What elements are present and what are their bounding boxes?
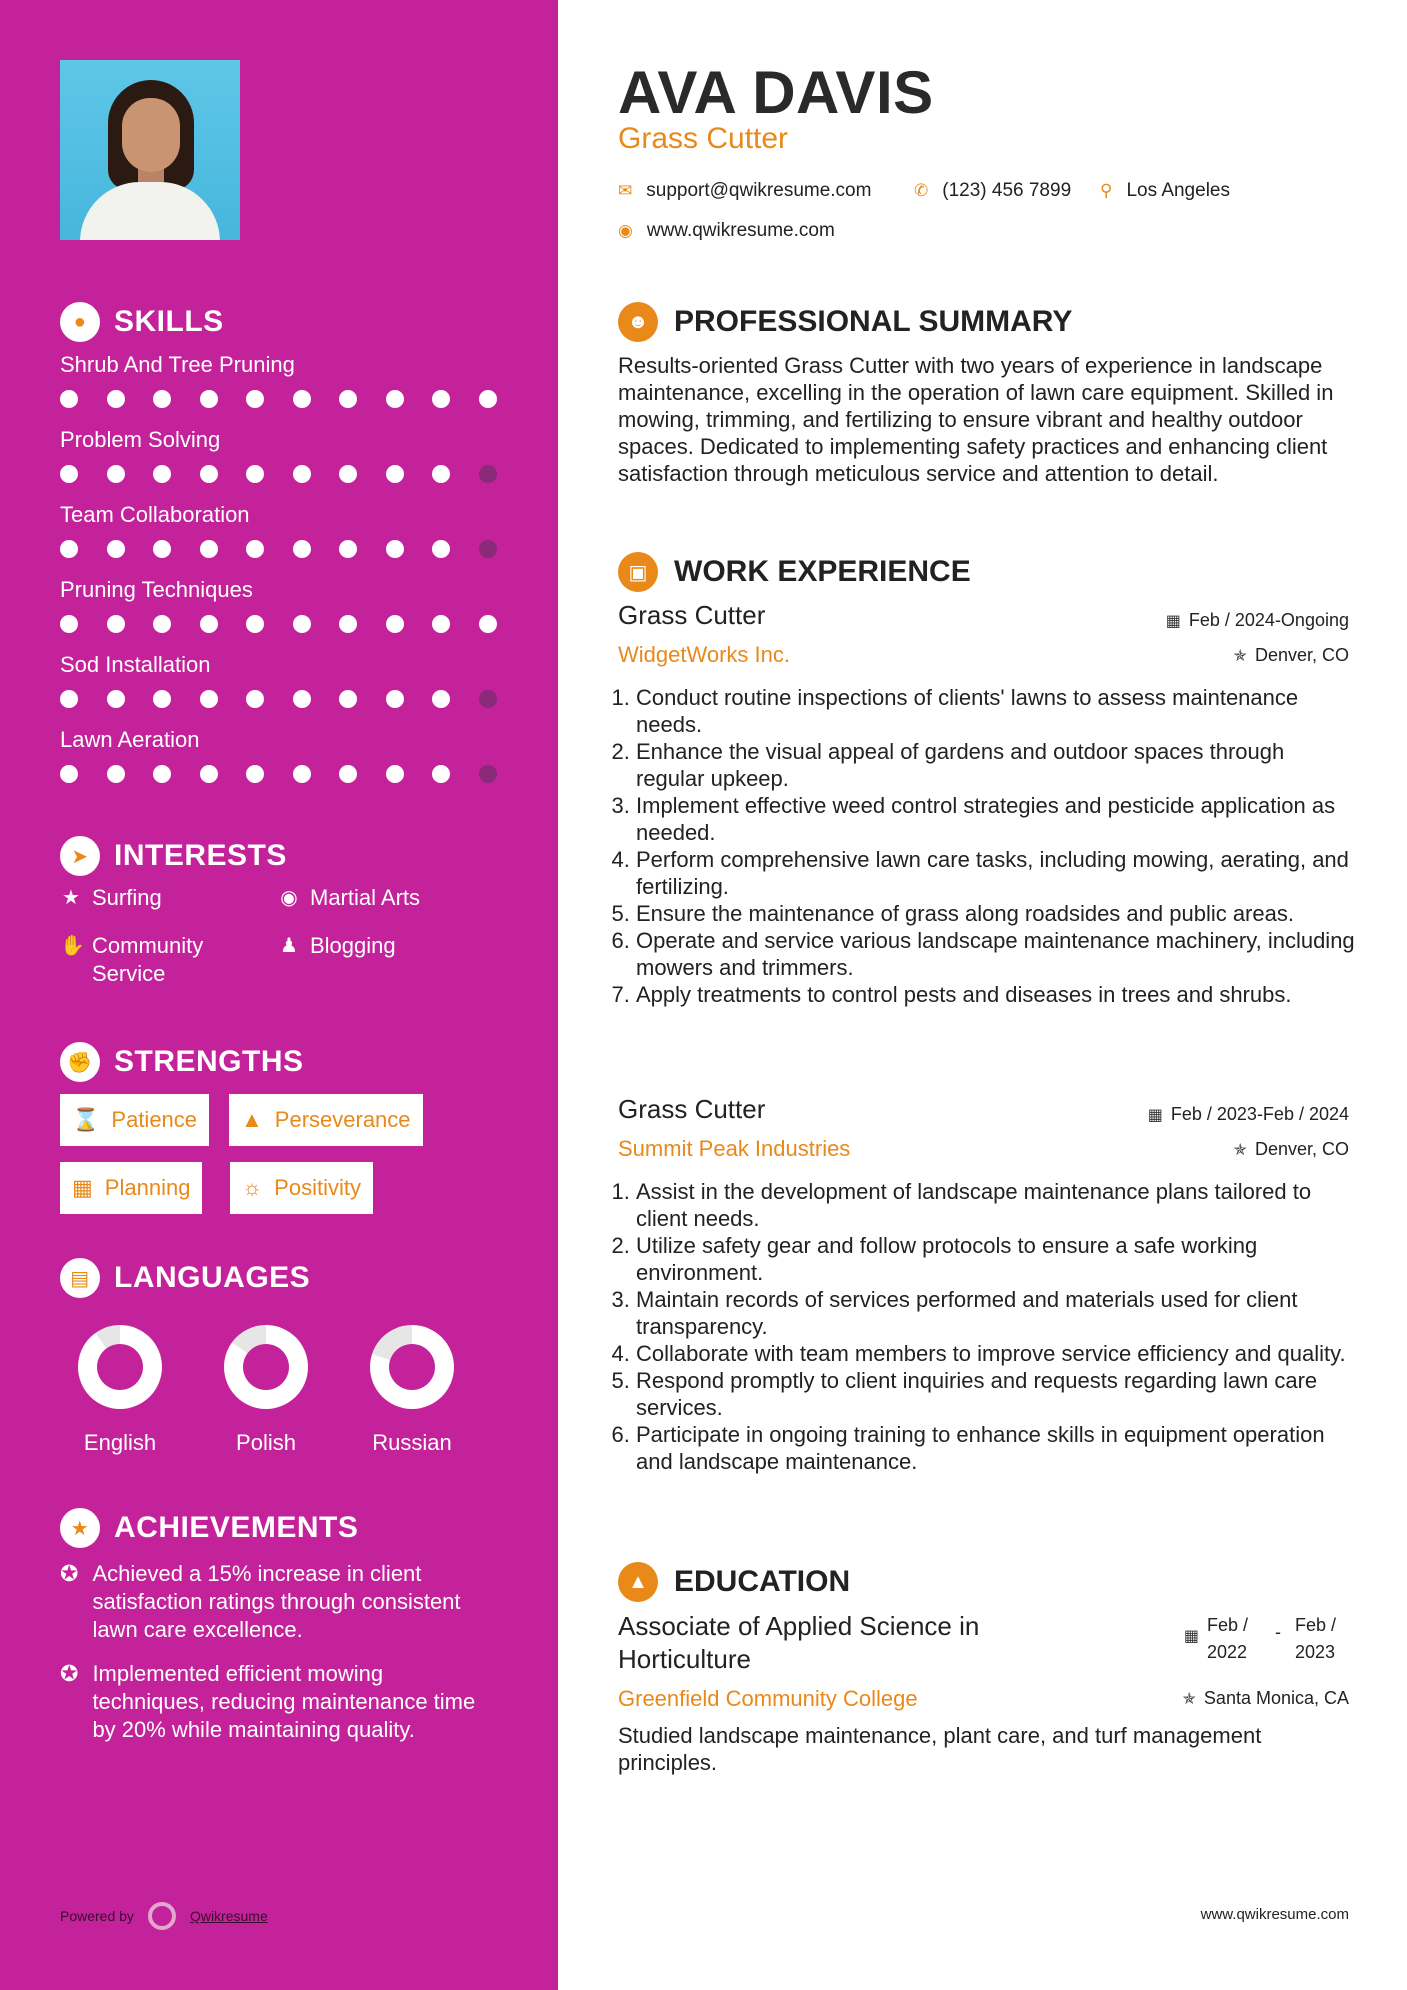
- rating-dot: [386, 390, 404, 408]
- hand-icon: ✋: [60, 935, 85, 957]
- skills-heading: ● SKILLS: [60, 302, 224, 342]
- rating-dot: [107, 390, 125, 408]
- rating-dot: [386, 540, 404, 558]
- candidate-name: AVA DAVIS: [618, 59, 934, 126]
- calendar-icon: ▦: [1147, 1106, 1163, 1124]
- pin-icon: ✯: [1182, 1690, 1196, 1708]
- job-location: ✯ Denver, CO: [1233, 645, 1349, 665]
- duty-item: 6. Participate in ongoing training to enhance skills in equipment operation and landscape maintenance.: [636, 1421, 1358, 1475]
- rating-dot: [479, 390, 497, 408]
- rating-dot: [153, 615, 171, 633]
- paper-plane-icon: ➤: [60, 836, 100, 876]
- interest-item: ★ Surfing: [60, 884, 162, 912]
- rating-dot: [246, 390, 264, 408]
- skill-rating: [60, 765, 497, 783]
- main-content: [558, 0, 1407, 1990]
- map-pin-icon: ⚲: [1100, 181, 1113, 200]
- rating-dot: [293, 615, 311, 633]
- road-icon: ▲: [241, 1107, 263, 1132]
- interests-heading: ➤ INTERESTS: [60, 836, 287, 876]
- strengths-heading: ✊ STRENGTHS: [60, 1042, 304, 1082]
- graduation-cap-icon: ▲: [618, 1562, 658, 1602]
- job-duties: [618, 1178, 1358, 1475]
- achievement-item: ✪ Achieved a 15% increase in client satisfaction ratings through consistent lawn care excellence.: [60, 1561, 461, 1642]
- envelope-icon: ✉: [618, 181, 633, 200]
- work-heading: ▣ WORK EXPERIENCE: [618, 552, 971, 592]
- duty-item: 4. Perform comprehensive lawn care tasks, including mowing, aerating, and fertilizing.: [636, 846, 1358, 900]
- rating-dot: [386, 465, 404, 483]
- strength-badge: ▲ Perseverance: [229, 1094, 423, 1146]
- rating-dot: [432, 765, 450, 783]
- duty-item: 5. Respond promptly to client inquiries and requests regarding lawn care services.: [636, 1367, 1358, 1421]
- skill-name: Pruning Techniques: [60, 577, 253, 602]
- rating-dot: [293, 765, 311, 783]
- fist-icon: ✊: [60, 1042, 100, 1082]
- skill-rating: [60, 615, 497, 633]
- calendar-icon: ▦: [72, 1175, 93, 1200]
- rating-dot: [60, 540, 78, 558]
- skill-name: Sod Installation: [60, 652, 211, 677]
- contact-location: ⚲ Los Angeles: [1100, 180, 1230, 201]
- language-ring: [370, 1325, 454, 1409]
- rating-dot: [153, 765, 171, 783]
- contact-website[interactable]: ◉ www.qwikresume.com: [618, 220, 835, 241]
- rating-dot: [200, 690, 218, 708]
- interest-item: ◉ Martial Arts: [278, 884, 420, 912]
- globe-icon: ◉: [618, 221, 633, 240]
- skill-name: Team Collaboration: [60, 502, 250, 527]
- language-icon: ▤: [60, 1258, 100, 1298]
- rating-dot: [246, 465, 264, 483]
- duty-item: 3. Implement effective weed control strategies and pesticide application as needed.: [636, 792, 1358, 846]
- rating-dot: [293, 465, 311, 483]
- briefcase-icon: ▣: [618, 552, 658, 592]
- skill-name: Problem Solving: [60, 427, 221, 452]
- rating-dot: [60, 615, 78, 633]
- languages-heading: ▤ LANGUAGES: [60, 1258, 310, 1298]
- star-icon: ★: [62, 887, 80, 909]
- rating-dot: [479, 615, 497, 633]
- education-dates: ▦ Feb / 2022 - Feb / 2023: [1183, 1615, 1337, 1662]
- rating-dot: [60, 390, 78, 408]
- rating-dot: [339, 765, 357, 783]
- education-school: Greenfield Community College: [618, 1686, 918, 1711]
- education-location: ✯ Santa Monica, CA: [1182, 1688, 1349, 1708]
- rating-dot: [200, 615, 218, 633]
- rating-dot: [293, 390, 311, 408]
- job-location: ✯ Denver, CO: [1233, 1139, 1349, 1159]
- rating-dot: [246, 690, 264, 708]
- rating-dot: [339, 390, 357, 408]
- rating-dot: [246, 765, 264, 783]
- rating-dot: [432, 390, 450, 408]
- pin-icon: ✯: [1233, 1141, 1247, 1159]
- education-heading: ▲ EDUCATION: [618, 1562, 850, 1602]
- rating-dot: [432, 465, 450, 483]
- language-ring: [78, 1325, 162, 1409]
- rating-dot: [386, 615, 404, 633]
- sun-icon: ☼: [242, 1175, 263, 1200]
- powered-by: Powered by Qwikresume: [60, 1902, 268, 1930]
- strength-badge: ☼ Positivity: [230, 1162, 373, 1214]
- rating-dot: [479, 765, 497, 783]
- rating-dot: [107, 615, 125, 633]
- rating-dot: [246, 615, 264, 633]
- rating-dot: [432, 615, 450, 633]
- rating-dot: [107, 690, 125, 708]
- language-ring: [224, 1325, 308, 1409]
- rating-dot: [246, 540, 264, 558]
- qwikresume-logo-icon: [148, 1902, 176, 1930]
- job-title: Grass Cutter: [618, 1094, 766, 1124]
- job-title: Grass Cutter: [618, 600, 766, 630]
- rating-dot: [200, 540, 218, 558]
- rating-dot: [107, 765, 125, 783]
- sidebar: [0, 0, 558, 1990]
- shooting-star-icon: ✪: [60, 1561, 79, 1586]
- rating-dot: [432, 540, 450, 558]
- rating-dot: [386, 765, 404, 783]
- interest-item: ♟ Blogging: [278, 932, 396, 960]
- rating-dot: [200, 390, 218, 408]
- skill-name: Lawn Aeration: [60, 727, 200, 752]
- skill-rating: [60, 690, 497, 708]
- rating-dot: [60, 765, 78, 783]
- duty-item: 2. Enhance the visual appeal of gardens and outdoor spaces through regular upkeep.: [636, 738, 1358, 792]
- rating-dot: [153, 540, 171, 558]
- duty-item: 1. Assist in the development of landscape maintenance plans tailored to client needs.: [636, 1178, 1358, 1232]
- skill-rating: [60, 390, 497, 408]
- rating-dot: [153, 465, 171, 483]
- duty-item: 3. Maintain records of services performed and materials used for client transparency.: [636, 1286, 1358, 1340]
- skill-rating: [60, 540, 497, 558]
- candidate-role: Grass Cutter: [618, 122, 789, 155]
- strength-badge: ⌛ Patience: [60, 1094, 209, 1146]
- rating-dot: [153, 690, 171, 708]
- education-degree: Associate of Applied Science in Horticulture: [618, 1611, 980, 1674]
- job-company: Summit Peak Industries: [618, 1136, 851, 1161]
- duty-item: 5. Ensure the maintenance of grass along roadsides and public areas.: [636, 900, 1358, 927]
- lightbulb-icon: ●: [60, 302, 100, 342]
- rating-dot: [200, 465, 218, 483]
- education-description: Studied landscape maintenance, plant care, and turf management principles.: [618, 1723, 1262, 1775]
- rating-dot: [60, 690, 78, 708]
- pin-icon: ✯: [1233, 647, 1247, 665]
- phone-icon: ✆: [914, 181, 929, 200]
- rating-dot: [107, 540, 125, 558]
- profile-photo: [60, 60, 240, 240]
- rating-dot: [479, 465, 497, 483]
- job-duties: [618, 684, 1358, 1008]
- rating-dot: [339, 615, 357, 633]
- footer-url[interactable]: www.qwikresume.com: [1200, 1906, 1349, 1923]
- rating-dot: [339, 465, 357, 483]
- rating-dot: [107, 465, 125, 483]
- job-dates: ▦ Feb / 2024-Ongoing: [1165, 610, 1349, 630]
- globe-icon: ◉: [280, 887, 298, 909]
- job-company: WidgetWorks Inc.: [618, 642, 790, 667]
- calendar-icon: ▦: [1183, 1628, 1199, 1645]
- contact-email[interactable]: ✉ support@qwikresume.com: [618, 180, 872, 201]
- duty-item: 7. Apply treatments to control pests and diseases in trees and shrubs.: [636, 981, 1358, 1008]
- rating-dot: [479, 540, 497, 558]
- shooting-star-icon: ✪: [60, 1661, 79, 1686]
- users-icon: ♟: [280, 935, 298, 957]
- job-dates: ▦ Feb / 2023-Feb / 2024: [1147, 1104, 1349, 1124]
- rating-dot: [60, 465, 78, 483]
- skill-rating: [60, 465, 497, 483]
- trophy-icon: ★: [60, 1508, 100, 1548]
- rating-dot: [293, 690, 311, 708]
- language-name: Polish: [236, 1430, 296, 1455]
- strength-badge: ▦ Planning: [60, 1162, 202, 1214]
- hourglass-icon: ⌛: [72, 1107, 100, 1132]
- achievement-item: ✪ Implemented efficient mowing techniques, reducing maintenance time by 20% while maintaining quality.: [60, 1661, 476, 1742]
- achievements-heading: ★ ACHIEVEMENTS: [60, 1508, 358, 1548]
- duty-item: 1. Conduct routine inspections of clients' lawns to assess maintenance needs.: [636, 684, 1358, 738]
- rating-dot: [386, 690, 404, 708]
- contact-phone[interactable]: ✆ (123) 456 7899: [914, 180, 1072, 201]
- rating-dot: [153, 390, 171, 408]
- rating-dot: [200, 765, 218, 783]
- duty-item: 2. Utilize safety gear and follow protocols to ensure a safe working environment.: [636, 1232, 1358, 1286]
- skill-name: Shrub And Tree Pruning: [60, 352, 295, 377]
- rating-dot: [432, 690, 450, 708]
- user-icon: ☻: [618, 302, 658, 342]
- interest-item: ✋ Community Service: [60, 933, 204, 986]
- rating-dot: [293, 540, 311, 558]
- language-name: Russian: [372, 1430, 452, 1455]
- rating-dot: [339, 540, 357, 558]
- rating-dot: [339, 690, 357, 708]
- duty-item: 6. Operate and service various landscape maintenance machinery, including mowers and trimmers.: [636, 927, 1358, 981]
- duty-item: 4. Collaborate with team members to improve service efficiency and quality.: [636, 1340, 1358, 1367]
- calendar-icon: ▦: [1165, 612, 1181, 630]
- qwikresume-link[interactable]: Qwikresume: [189, 1908, 268, 1924]
- rating-dot: [479, 690, 497, 708]
- summary-text: Results-oriented Grass Cutter with two years of experience in landscape maintenance, excelling in the operation of lawn care equipment. Skilled in mowing, trimming, and fertilizing to ensure vibrant and healthy outdoor spaces. Dedicated to implementing safety practices and enhancing client satisfaction through meticulous service and attention to detail.: [618, 353, 1334, 486]
- language-name: English: [83, 1430, 157, 1455]
- summary-heading: ☻ PROFESSIONAL SUMMARY: [618, 302, 1072, 342]
